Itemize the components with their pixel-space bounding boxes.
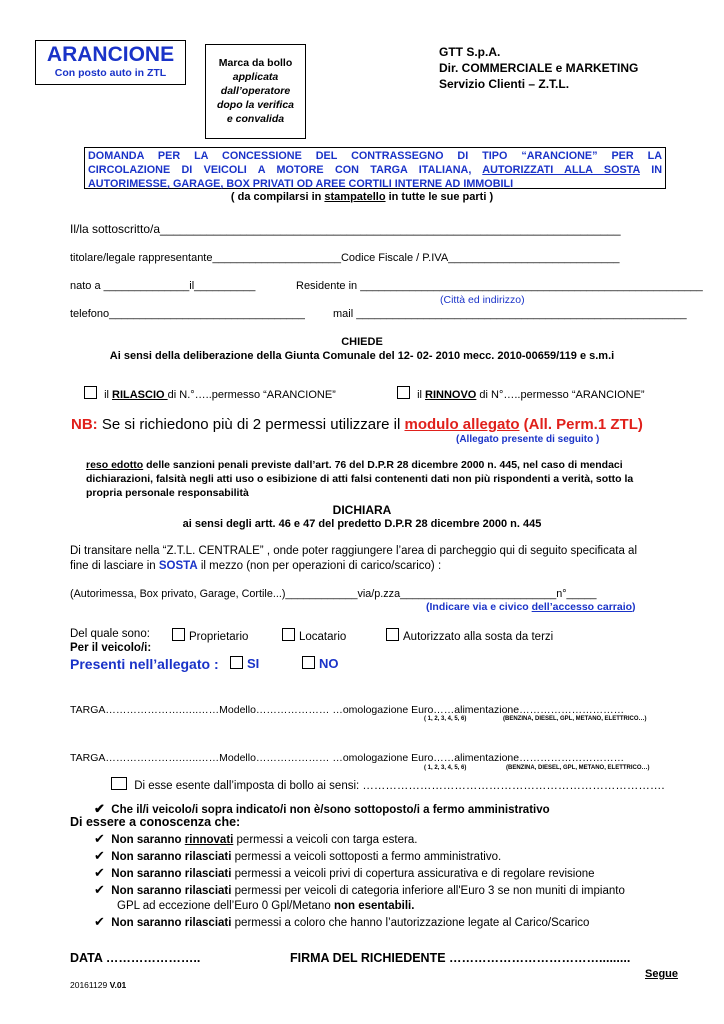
org-name: GTT S.p.A.: [439, 45, 501, 59]
chiede-title: CHIEDE: [341, 336, 383, 348]
title-line: [88, 163, 662, 177]
field-sottoscritto[interactable]: Il/la sottoscritto/a_____________________________________________________________________: [70, 222, 621, 236]
title-text: CIRCOLAZIONE DI VEICOLI A MOTORE CON TARGA ITALIANA,: [88, 164, 483, 176]
segue-label: Segue: [645, 968, 679, 980]
item-bold: Non saranno rilasciati: [111, 885, 232, 897]
disclaimer-line: propria personale responsabilità: [86, 487, 249, 499]
presenti-no[interactable]: [302, 656, 339, 671]
checkmark-icon: ✔: [94, 848, 105, 863]
checkmark-icon: ✔: [94, 831, 105, 846]
item-bold: Non saranno: [111, 834, 185, 846]
dichiara-sub: ai sensi degli artt. 46 e 47 del predetto D.P.R 28 dicembre 2000 n. 445: [182, 518, 542, 530]
place-note-underlined: dell’accesso carraio: [531, 601, 633, 613]
title-note: [0, 191, 724, 203]
option-text: di N°…..permesso “ARANCIONE”: [476, 389, 645, 401]
disclaimer-underlined: reso edotto: [86, 459, 144, 471]
place-note-text: (Indicare via e civico: [426, 601, 532, 613]
checkmark-icon: ✔: [94, 882, 105, 897]
dichiara-title: DICHIARA: [332, 503, 392, 517]
stamp-line: dopo la verifica: [216, 99, 295, 111]
presenti-label: Presenti nell’allegato :: [70, 656, 219, 672]
field-telefono[interactable]: telefono________________________________: [70, 308, 305, 320]
note-text: ( da compilarsi in: [230, 191, 325, 203]
field-mail[interactable]: mail ______________________________________________________: [333, 308, 687, 320]
field-residente[interactable]: Residente in ________________________________________________________: [296, 280, 703, 292]
item-text: permessi a coloro che hanno l’autorizzazione legate al Carico/Scarico: [231, 917, 590, 929]
item-bold: Non saranno rilasciati: [111, 851, 232, 863]
rilascio-checkbox[interactable]: [84, 386, 97, 399]
item-bold: Non saranno rilasciati: [111, 917, 232, 929]
note-text: in tutte le sue parti ): [385, 191, 494, 203]
option-keyword: RILASCIO: [112, 389, 168, 401]
proprietario-checkbox[interactable]: [172, 628, 185, 641]
fuel-hint-1: (BENZINA, DIESEL, GPL, METANO, ELETTRICO…): [503, 716, 647, 722]
disclaimer: [86, 458, 633, 500]
stamp-line: applicata: [232, 71, 279, 83]
nb-text: Se si richiedono più di 2 permessi utilizzare il: [97, 416, 405, 433]
stamp-box: [205, 44, 306, 139]
title-line: DOMANDA PER LA CONCESSIONE DEL CONTRASSEGNO DI TIPO “ARANCIONE” PER LA: [88, 150, 662, 162]
badge-title: ARANCIONE: [46, 43, 175, 66]
version-number: V.01: [109, 980, 127, 990]
targa-row-1[interactable]: TARGA………………….…..……Modello………………… …omologazione Euro……alimentazione…………………………: [70, 704, 625, 716]
checkmark-icon: ✔: [94, 914, 105, 929]
title-underlined: AUTORIZZATI ALLA SOSTA: [482, 164, 640, 176]
nb-ref: (All. Perm.1 ZTL): [519, 416, 643, 433]
org-block: [439, 44, 638, 92]
no-checkbox[interactable]: [302, 656, 315, 669]
esente-checkbox[interactable]: [111, 777, 127, 790]
list-item: [94, 848, 625, 865]
data-field[interactable]: DATA …………………..: [70, 951, 201, 965]
conoscenza-title: Di essere a conoscenza che:: [70, 815, 241, 829]
option-keyword: RINNOVO: [425, 389, 477, 401]
owner-proprietario[interactable]: [172, 628, 248, 643]
version-date: 20161129: [70, 980, 110, 990]
checkmark-icon: ✔: [94, 801, 105, 816]
nb-label: NB:: [71, 416, 98, 433]
disclaimer-line: dichiarazioni, falsità negli atti uso o esibizione di atti falsi contenenti dati non più rispondenti a verità, sotto la: [86, 473, 634, 485]
fuel-hint-2: (BENZINA, DIESEL, GPL, METANO, ELETTRICO…): [506, 765, 650, 771]
owner-locatario[interactable]: [282, 628, 346, 643]
version-label: [70, 980, 126, 990]
targa-row-2[interactable]: TARGA………………….…..……Modello………………… …omologazione Euro……alimentazione…………………………: [70, 752, 625, 764]
title-box: [84, 147, 666, 189]
badge-subtitle: Con posto auto in ZTL: [54, 67, 167, 79]
place-note: [426, 601, 636, 613]
item-text: permessi a veicoli sottoposti a fermo amministrativo.: [231, 851, 502, 863]
org-service: Servizio Clienti – Z.T.L.: [439, 77, 570, 91]
option-rinnovo[interactable]: [397, 386, 645, 401]
owner-label: Del quale sono:: [70, 628, 150, 640]
dichiara-text: fine di lasciare in: [70, 560, 159, 572]
dichiara-text: il mezzo (non per operazioni di carico/scarico) :: [197, 560, 442, 572]
owner-autorizzato[interactable]: [386, 628, 553, 643]
sosta-keyword: SOSTA: [158, 560, 198, 572]
item-bold: non esentabili.: [333, 900, 415, 912]
item-bold: Non saranno rilasciati: [111, 868, 232, 880]
locatario-checkbox[interactable]: [282, 628, 295, 641]
esente-row[interactable]: [111, 777, 665, 792]
vehicle-label: Per il veicolo/i:: [70, 642, 152, 654]
title-text: IN: [639, 164, 662, 176]
presenti-si[interactable]: [230, 656, 259, 671]
item-text: permessi a veicoli privi di copertura assicurativa e di regolare revisione: [231, 868, 595, 880]
item-text: GPL ad eccezione dell’Euro 0 Gpl/Metano: [117, 900, 334, 912]
si-checkbox[interactable]: [230, 656, 243, 669]
place-field[interactable]: (Autorimessa, Box privato, Garage, Cortile...)____________via/p.zza__________________________n°_____: [70, 588, 597, 600]
org-dept: Dir. COMMERCIALE e MARKETING: [439, 61, 639, 75]
conoscenza-list: [94, 831, 625, 931]
item-underlined: rinnovati: [184, 834, 234, 846]
item-text: permessi per veicoli di categoria inferiore all'Euro 3 se non muniti di impianto: [231, 885, 625, 897]
dichiara-line: [70, 559, 637, 574]
field-titolare[interactable]: titolare/legale rappresentante_____________________Codice Fiscale / P.IVA____________________________: [70, 252, 620, 264]
disclaimer-line: [86, 458, 633, 472]
locatario-label: Locatario: [299, 631, 347, 643]
list-item-continued: [94, 899, 625, 914]
esente-text: Di esse esente dall’imposta di bollo ai sensi: …………………………………………………………………….: [134, 780, 665, 792]
chiede-sub: Ai sensi della deliberazione della Giunta Comunale del 12- 02- 2010 mecc. 2010-00659/119 e s.m.i: [109, 350, 615, 362]
list-item: [94, 914, 625, 931]
stamp-line: e convalida: [226, 113, 285, 125]
list-item: [94, 865, 625, 882]
stamp-line: Marca da bollo: [218, 57, 293, 69]
list-item: [94, 882, 625, 899]
autorizzato-label: Autorizzato alla sosta da terzi: [403, 631, 554, 643]
si-label: SI: [247, 656, 260, 671]
option-text: il: [417, 389, 426, 401]
disclaimer-text: delle sanzioni penali previste dall’art. 76 del D.P.R 28 dicembre 2000 n. 445, nel caso di mendaci: [143, 459, 623, 471]
modulo-allegato-link[interactable]: modulo allegato: [404, 416, 520, 433]
note-underlined: stampatello: [324, 191, 386, 203]
field-nato[interactable]: nato a ______________il__________: [70, 280, 256, 292]
option-text: il: [104, 389, 113, 401]
stamp-line: dall’operatore: [220, 85, 291, 97]
option-text: di N.°…..permesso “ARANCIONE”: [167, 389, 336, 401]
proprietario-label: Proprietario: [189, 631, 249, 643]
badge-box: [35, 40, 186, 85]
option-rilascio[interactable]: [84, 386, 336, 401]
place-note-text: ): [632, 601, 636, 613]
no-label: NO: [319, 656, 339, 671]
title-line: AUTORIMESSE, GARAGE, BOX PRIVATI OD AREE CORTILI INTERNE AD IMMOBILI: [88, 178, 514, 190]
dichiara-line: Di transitare nella “Z.T.L. CENTRALE” , onde poter raggiungere l’area di parcheggio qui di seguito specificata al: [70, 545, 637, 557]
autorizzato-checkbox[interactable]: [386, 628, 399, 641]
nb-line: [71, 416, 643, 433]
euro-hint-1: ( 1, 2, 3, 4, 5, 6): [424, 716, 467, 722]
fermo-text: Che il/i veicolo/i sopra indicato/i non è/sono sottoposto/i a fermo amministrativo: [111, 804, 550, 816]
nb-sub: (Allegato presente di seguito ): [456, 434, 600, 445]
euro-hint-2: ( 1, 2, 3, 4, 5, 6): [424, 765, 467, 771]
checkmark-icon: ✔: [94, 865, 105, 880]
item-text: permessi a veicoli con targa estera.: [233, 834, 418, 846]
rinnovo-checkbox[interactable]: [397, 386, 410, 399]
firma-field[interactable]: FIRMA DEL RICHIEDENTE ……………………………….........: [290, 951, 631, 965]
dichiara-text: [70, 544, 637, 574]
list-item: [94, 831, 625, 848]
field-citta-hint: (Città ed indirizzo): [440, 294, 525, 306]
